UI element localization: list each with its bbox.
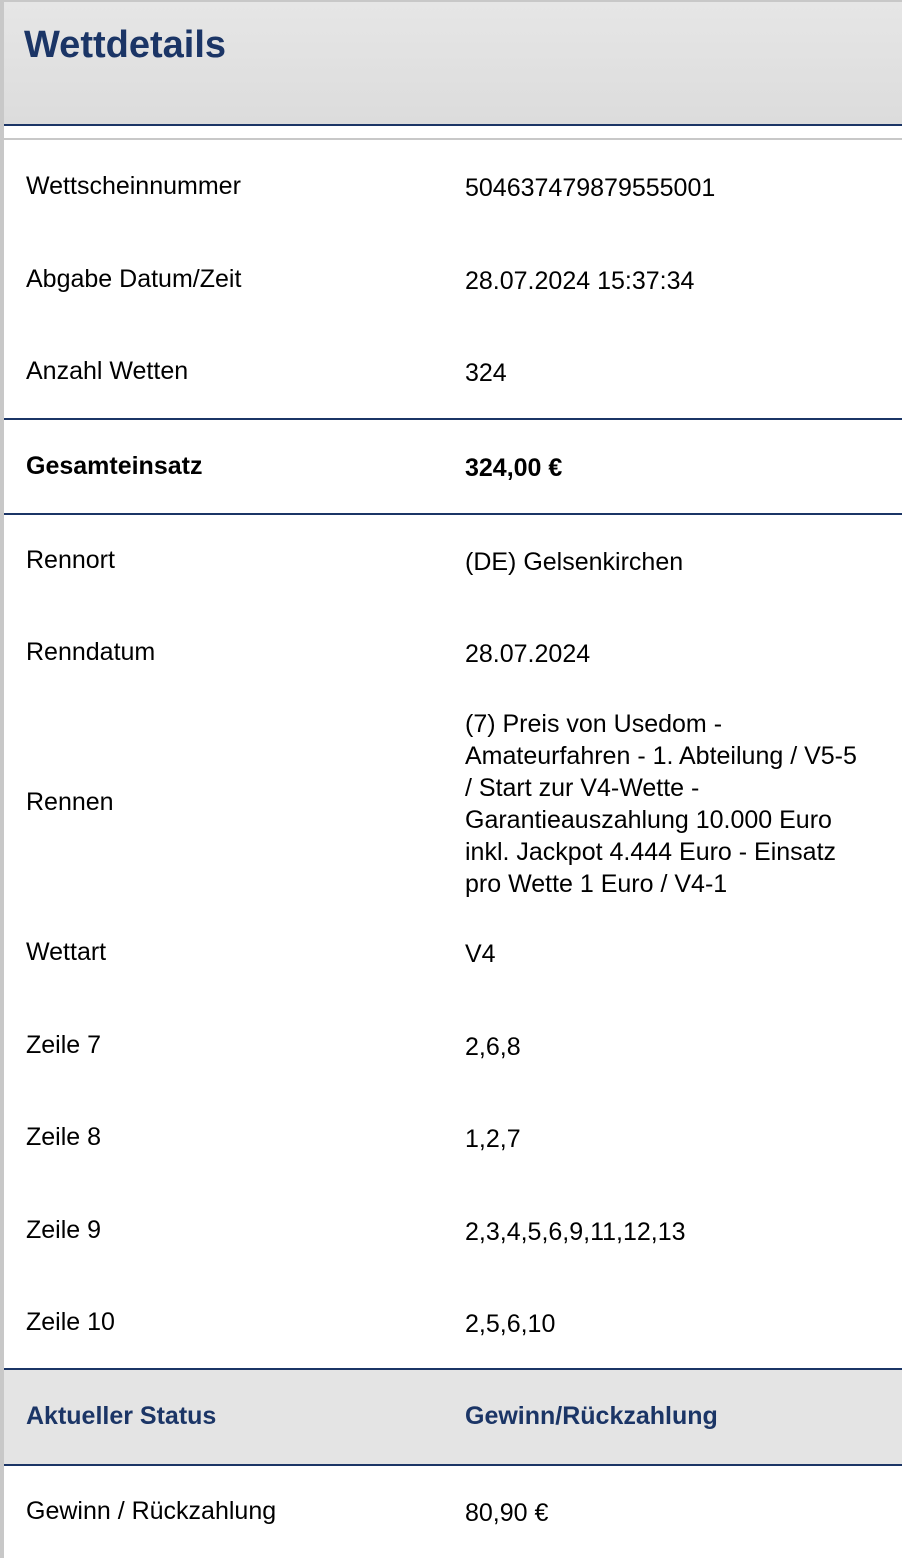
row-label: Abgabe Datum/Zeit xyxy=(26,265,242,293)
divider xyxy=(4,513,902,515)
row-label: Zeile 8 xyxy=(26,1123,102,1151)
row-value: 324 xyxy=(465,359,507,387)
row-label: Rennen xyxy=(26,788,114,816)
row-value: 324,00 € xyxy=(465,454,563,482)
row-label: Zeile 10 xyxy=(26,1308,115,1336)
row-value: 2,6,8 xyxy=(465,1033,521,1061)
row-value: 80,90 € xyxy=(465,1499,549,1527)
page-title: Wettdetails xyxy=(24,24,227,66)
row-label: Wettart xyxy=(26,938,107,966)
row-label: Zeile 7 xyxy=(26,1031,102,1059)
row-value: (DE) Gelsenkirchen xyxy=(465,548,684,576)
header-bar xyxy=(4,2,902,126)
status-header xyxy=(4,1370,902,1464)
race-description xyxy=(465,708,885,900)
status-label: Aktueller Status xyxy=(26,1402,217,1430)
race-description-line: / Start zur V4-Wette - xyxy=(465,774,700,802)
race-description-line: inkl. Jackpot 4.444 Euro - Einsatz xyxy=(465,838,837,866)
row-value: 504637479879555001 xyxy=(465,174,716,202)
row-label: Rennort xyxy=(26,546,115,574)
row-value: 2,5,6,10 xyxy=(465,1310,556,1338)
divider xyxy=(4,1464,902,1466)
divider xyxy=(4,418,902,420)
row-value: 2,3,4,5,6,9,11,12,13 xyxy=(465,1218,686,1246)
race-description-line: Garantieauszahlung 10.000 Euro xyxy=(465,806,832,834)
row-value: 28.07.2024 xyxy=(465,640,591,668)
race-description-line: (7) Preis von Usedom - xyxy=(465,710,723,738)
row-label: Renndatum xyxy=(26,638,156,666)
row-label: Wettscheinnummer xyxy=(26,172,241,200)
row-label: Gewinn / Rückzahlung xyxy=(26,1497,277,1525)
row-value: 1,2,7 xyxy=(465,1125,521,1153)
race-description-line: Amateurfahren - 1. Abteilung / V5-5 xyxy=(465,742,857,770)
header-divider xyxy=(4,138,902,140)
row-value: 28.07.2024 15:37:34 xyxy=(465,267,695,295)
race-description-line: pro Wette 1 Euro / V4-1 xyxy=(465,870,728,898)
row-label: Gesamteinsatz xyxy=(26,452,203,480)
row-label: Zeile 9 xyxy=(26,1216,102,1244)
row-value: V4 xyxy=(465,940,496,968)
row-label: Anzahl Wetten xyxy=(26,357,189,385)
status-value: Gewinn/Rückzahlung xyxy=(465,1402,718,1430)
